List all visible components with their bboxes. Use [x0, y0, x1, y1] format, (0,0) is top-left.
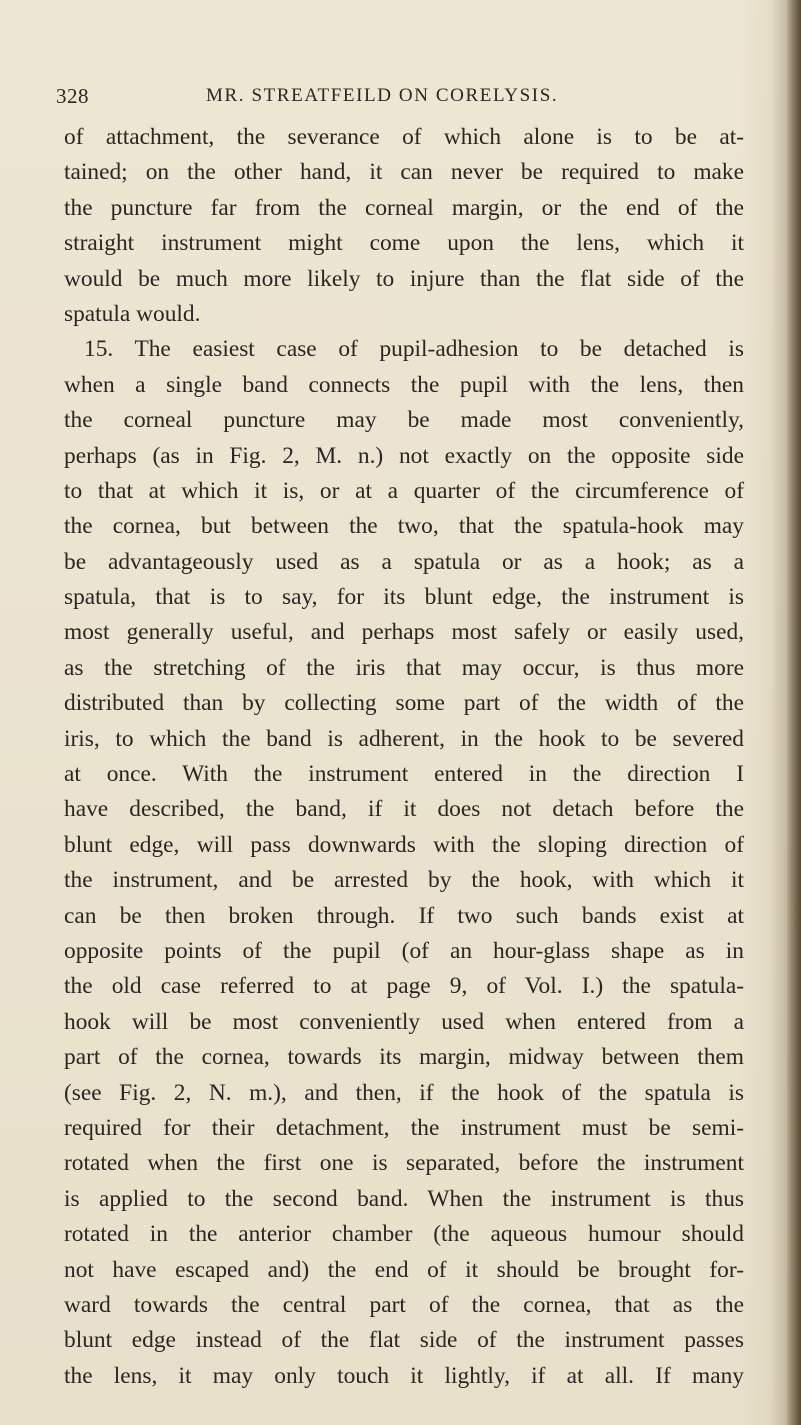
text-line: not have escaped and) the end of it should be brought for-: [64, 1256, 744, 1283]
text-line: have described, the band, if it does not detach before the: [64, 796, 744, 823]
text-line: rotated when the first one is separated, before the instrument: [64, 1150, 744, 1177]
text-line: the instrument, and be arrested by the hook, with which it: [64, 867, 744, 894]
text-line: hook will be most conveniently used when entered from a: [64, 1008, 744, 1035]
text-line: the cornea, but between the two, that the spatula-hook may: [64, 513, 744, 540]
text-line: when a single band connects the pupil with the lens, then: [64, 371, 744, 398]
text-line: blunt edge, will pass downwards with the sloping direction of: [64, 831, 744, 858]
text-line: opposite points of the pupil (of an hour-glass shape as in: [64, 937, 744, 964]
text-line: most generally useful, and perhaps most safely or easily used,: [64, 619, 744, 646]
text-line: as the stretching of the iris that may occur, is thus more: [64, 654, 744, 681]
text-line: tained; on the other hand, it can never be required to make: [64, 159, 744, 186]
text-line: the lens, it may only touch it lightly, if at all. If many: [64, 1362, 744, 1389]
text-line: can be then broken through. If two such bands exist at: [64, 902, 744, 929]
text-line: (see Fig. 2, N. m.), and then, if the hook of the spatula is: [64, 1079, 744, 1106]
text-line: rotated in the anterior chamber (the aqueous humour should: [64, 1221, 744, 1248]
text-line: to that at which it is, or at a quarter of the circumference of: [64, 477, 744, 504]
running-title: MR. STREATFEILD ON CORELYSIS.: [206, 85, 559, 106]
page-edge-shadow: [787, 0, 801, 1425]
text-line: 15. The easiest case of pupil-adhesion to be detached is: [84, 336, 744, 363]
text-line: is applied to the second band. When the instrument is thus: [64, 1185, 744, 1212]
text-line: distributed than by collecting some part of the width of the: [64, 690, 744, 717]
text-line: of attachment, the severance of which alone is to be at-: [64, 124, 744, 150]
text-line: the corneal puncture may be made most conveniently,: [64, 407, 744, 434]
text-line: ward towards the central part of the cornea, that as the: [64, 1291, 744, 1318]
text-line: iris, to which the band is adherent, in the hook to be severed: [64, 725, 744, 752]
text-line: the puncture far from the corneal margin, or the end of the: [64, 194, 744, 221]
text-line: part of the cornea, towards its margin, midway between them: [64, 1044, 744, 1071]
text-line: required for their detachment, the instrument must be semi-: [64, 1114, 744, 1141]
text-line: straight instrument might come upon the lens, which it: [64, 230, 744, 257]
text-line: perhaps (as in Fig. 2, M. n.) not exactly on the opposite side: [64, 442, 744, 469]
text-line: at once. With the instrument entered in the direction I: [64, 761, 744, 788]
text-line: be advantageously used as a spatula or as a hook; as a: [64, 548, 744, 575]
page-number: 328: [56, 84, 89, 108]
text-line: spatula would.: [64, 300, 201, 327]
body-text: [64, 120, 744, 1394]
page-header: [56, 84, 746, 114]
text-line: the old case referred to at page 9, of Vol. I.) the spatula-: [64, 973, 744, 1000]
text-line: would be much more likely to injure than the flat side of the: [64, 265, 744, 292]
text-line: blunt edge instead of the flat side of the instrument passes: [64, 1327, 744, 1354]
text-line: spatula, that is to say, for its blunt edge, the instrument is: [64, 584, 744, 611]
